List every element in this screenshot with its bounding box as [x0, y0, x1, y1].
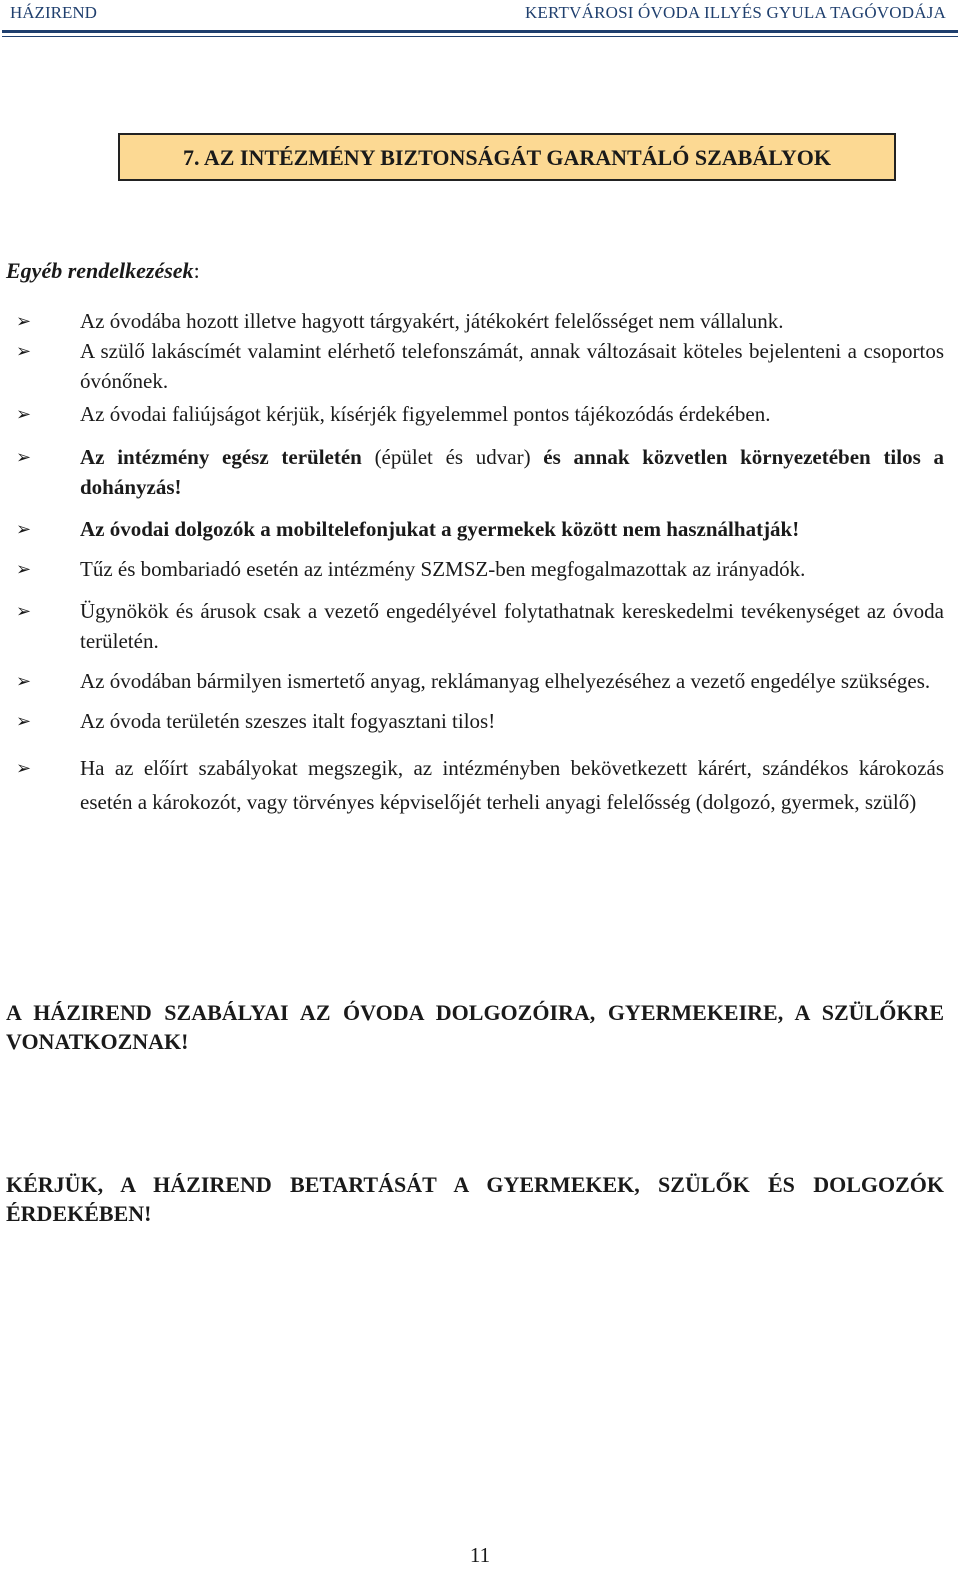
list-item-text: Az óvoda területén szeszes italt fogyasztani tilos!: [80, 709, 496, 733]
subheading: [6, 258, 200, 284]
list-item: [0, 706, 960, 736]
list-item-bold-b: és annak közvetlen környezetében tilos a dohányzás!: [80, 445, 944, 499]
closing-statement-1: A HÁZIREND SZABÁLYAI AZ ÓVODA DOLGOZÓIRA, GYERMEKEIRE, A SZÜLŐKRE VONATKOZNAK!: [6, 1000, 944, 1054]
section-title: 7. AZ INTÉZMÉNY BIZTONSÁGÁT GARANTÁLÓ SZABÁLYOK: [183, 145, 831, 170]
page-number: 11: [469, 1543, 491, 1567]
list-item: [0, 554, 960, 584]
list-item-text: Az óvodában bármilyen ismertető anyag, reklámanyag elhelyezéséhez a vezető engedélye szükséges.: [80, 669, 931, 693]
list-item-bold-a: Az intézmény egész területén: [80, 445, 362, 469]
subheading-text: Egyéb rendelkezések: [6, 258, 194, 283]
arrowhead-bullet-icon: ➢: [16, 519, 32, 539]
arrowhead-bullet-icon: ➢: [16, 758, 32, 778]
rules-list: [0, 306, 960, 819]
header-rule-thin: [2, 36, 958, 37]
list-item: [0, 442, 960, 502]
arrowhead-bullet-icon: ➢: [16, 711, 32, 731]
closing-statement-2: KÉRJÜK, A HÁZIREND BETARTÁSÁT A GYERMEKEK, SZÜLŐK ÉS DOLGOZÓK ÉRDEKÉBEN!: [6, 1172, 944, 1226]
header-institution-name: KERTVÁROSI ÓVODA ILLYÉS GYULA TAGÓVODÁJA: [524, 3, 946, 22]
list-item: [0, 596, 960, 656]
header-document-title: HÁZIREND: [10, 3, 97, 22]
arrowhead-bullet-icon: ➢: [16, 559, 32, 579]
arrowhead-bullet-icon: ➢: [16, 311, 32, 331]
list-item-text: Az óvodai dolgozók a mobiltelefonjukat a gyermekek között nem használhatják!: [80, 517, 800, 541]
list-item-normal: (épület és udvar): [361, 445, 544, 469]
list-item-text: Tűz és bombariadó esetén az intézmény SZMSZ-ben megfogalmazottak az irányadók.: [80, 557, 806, 581]
list-item: [0, 514, 960, 544]
arrowhead-bullet-icon: ➢: [16, 447, 32, 467]
list-item-text: A szülő lakáscímét valamint elérhető telefonszámát, annak változásait köteles bejelenteni a csoportos óvónőnek.: [80, 339, 944, 393]
list-item-text: Ügynökök és árusok csak a vezető engedélyével folytathatnak kereskedelmi tevékenységet az óvoda területén.: [80, 599, 944, 653]
list-item: [0, 336, 960, 396]
page-header: [0, 0, 960, 36]
arrowhead-bullet-icon: ➢: [16, 404, 32, 424]
list-item-text: Ha az előírt szabályokat megszegik, az intézményben bekövetkezett kárért, szándékos károkozás esetén a károkozót, vagy törvényes képviselőjét terheli anyagi felelősség (dolgozó, gyermek, szülő): [80, 756, 944, 814]
arrowhead-bullet-icon: ➢: [16, 601, 32, 621]
list-item-text: Az óvodába hozott illetve hagyott tárgyakért, játékokért felelősséget nem vállalunk.: [80, 309, 784, 333]
list-item: [0, 306, 960, 336]
list-item: [0, 666, 960, 696]
section-title-box: [118, 133, 896, 181]
list-item: [0, 399, 960, 429]
arrowhead-bullet-icon: ➢: [16, 341, 32, 361]
list-item-text: Az óvodai faliújságot kérjük, kísérjék figyelemmel pontos tájékozódás érdekében.: [80, 402, 771, 426]
list-item: [0, 751, 960, 819]
subheading-colon: :: [193, 258, 200, 283]
arrowhead-bullet-icon: ➢: [16, 671, 32, 691]
